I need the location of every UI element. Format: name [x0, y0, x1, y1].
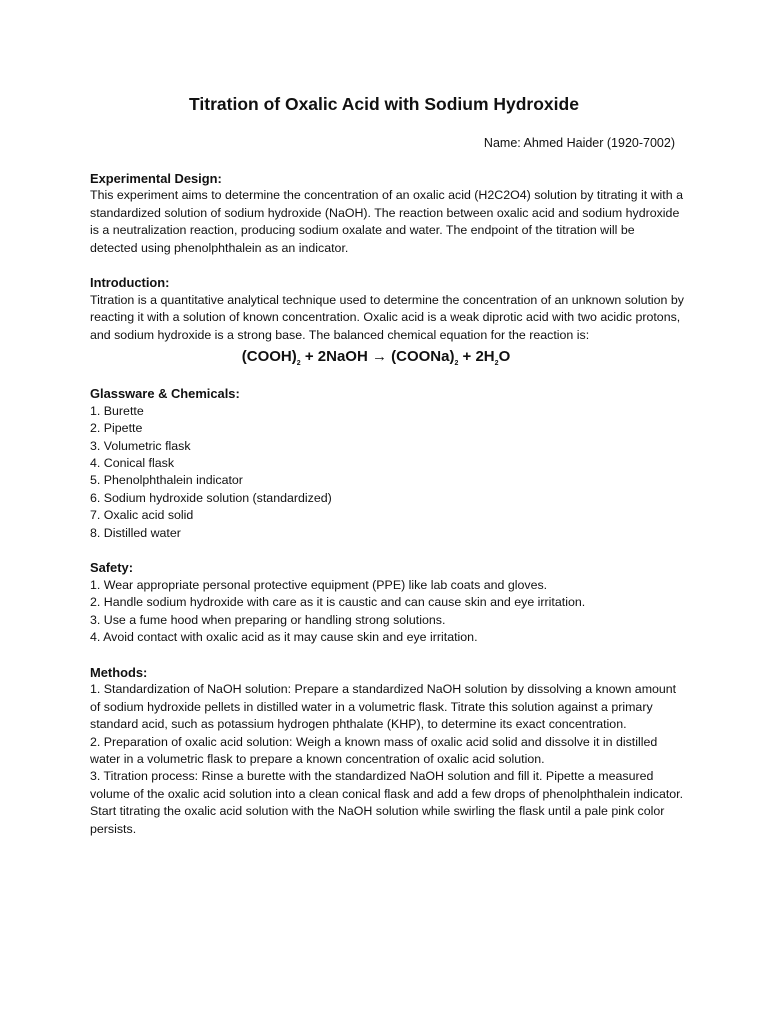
section-glassware [90, 385, 684, 542]
list-item: 1. Burette [90, 403, 144, 418]
document-body [90, 170, 684, 855]
list-item: 3. Titration process: Rinse a burette with the standardized NaOH solution and fill it. Pipette a measured volume of the oxalic acid solution into a clean conical flask and add a few drops of phenolphthalein indicator. Start titrating the oxalic acid solution with the NaOH solution while swirling the flask until a pale pink color persists. [90, 769, 684, 836]
list-item: 7. Oxalic acid solid [90, 508, 194, 523]
equation-reactant: (COOH) [241, 348, 297, 366]
equation-operator: + 2NaOH → [300, 348, 392, 366]
equation-product: (COONa) [391, 348, 455, 366]
section-safety [90, 559, 684, 646]
list-item: 8. Distilled water [90, 525, 181, 540]
methods-list [90, 681, 684, 838]
chemical-equation [68, 346, 684, 368]
list-item: 2. Preparation of oxalic acid solution: Weigh a known mass of oxalic acid solid and dissolve it in distilled water in a volumetric flask to prepare a known concentration of oxalic acid solution. [90, 734, 658, 766]
section-paragraph: This experiment aims to determine the concentration of an oxalic acid (H2C2O4) solution by titrating it with a standardized solution of sodium hydroxide (NaOH). The reaction between oxalic acid and sodium hydroxide is a neutralization reaction, producing sodium oxalate and water. The endpoint of the titration will be detected using phenolphthalein as an indicator. [90, 188, 683, 255]
list-item: 6. Sodium hydroxide solution (standardized) [90, 490, 332, 505]
list-item: 1. Standardization of NaOH solution: Prepare a standardized NaOH solution by dissolving a known amount of sodium hydroxide pellets in distilled water in a volumetric flask. Titrate this solution against a primary standard acid, such as potassium hydrogen phthalate (KHP), to determine its exact concentration. [90, 682, 677, 732]
section-heading: Introduction: [90, 275, 170, 291]
section-heading: Safety: [90, 560, 133, 576]
equation-subscript: 2 [454, 360, 459, 368]
list-item: 5. Phenolphthalein indicator [90, 473, 243, 488]
section-heading: Glassware & Chemicals: [90, 386, 240, 402]
list-item: 3. Volumetric flask [90, 438, 191, 453]
list-item: 1. Wear appropriate personal protective equipment (PPE) like lab coats and gloves. [90, 577, 548, 592]
equation-operator: + 2H [458, 348, 495, 366]
document-title: Titration of Oxalic Acid with Sodium Hydroxide [189, 94, 579, 114]
list-item: 4. Conical flask [90, 456, 175, 471]
list-item: 4. Avoid contact with oxalic acid as it may cause skin and eye irritation. [90, 630, 478, 645]
equation-subscript: 2 [494, 360, 499, 368]
author-name-line: Name: Ahmed Haider (1920-7002) [483, 136, 675, 150]
section-introduction [90, 274, 684, 368]
section-heading: Experimental Design: [90, 171, 222, 186]
section-methods [90, 664, 684, 838]
equation-subscript: 2 [296, 360, 301, 368]
section-heading: Methods: [90, 664, 148, 680]
equation-product: O [498, 348, 511, 366]
list-item: 3. Use a fume hood when preparing or handling strong solutions. [90, 612, 446, 627]
list-item: 2. Pipette [90, 421, 143, 436]
section-paragraph: Titration is a quantitative analytical technique used to determine the concentration of an unknown solution by reacting it with a solution of known concentration. Oxalic acid is a weak diprotic acid with two acidic protons, and sodium hydroxide is a strong base. The balanced chemical equation for the reaction is: [90, 292, 684, 342]
section-experimental-design [90, 170, 684, 257]
list-item: 2. Handle sodium hydroxide with care as it is caustic and can cause skin and eye irritation. [90, 595, 586, 610]
safety-list [90, 577, 684, 647]
glassware-list [90, 403, 684, 542]
